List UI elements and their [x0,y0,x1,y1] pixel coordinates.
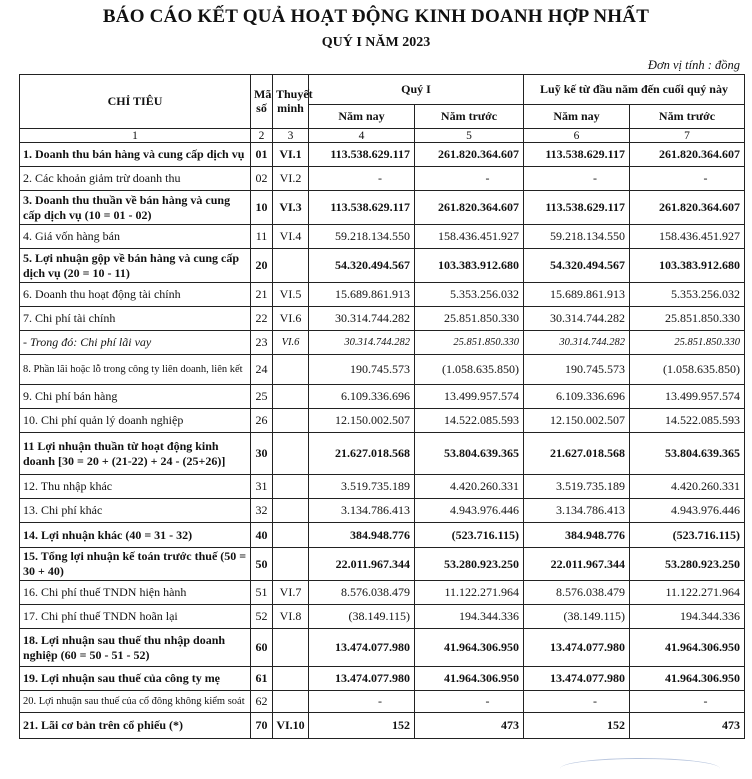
quarter-last-year-value: - [415,691,524,713]
ytd-this-year-value: 3.134.786.413 [524,499,630,523]
quarter-this-year-value: 384.948.776 [309,523,415,548]
ytd-last-year-value: 41.964.306.950 [630,629,745,667]
quarter-this-year-value: 13.474.077.980 [309,629,415,667]
indicator-header: CHỈ TIÊU [20,75,251,129]
quarter-last-year-value: 25.851.850.330 [415,307,524,331]
quarter-this-year-value: 8.576.038.479 [309,581,415,605]
row-code: 20 [251,249,273,283]
quarter-this-year-value: 12.150.002.507 [309,409,415,433]
row-label: 1. Doanh thu bán hàng và cung cấp dịch vụ [20,143,251,167]
quarter-this-year-value: 3.134.786.413 [309,499,415,523]
quarter-last-year-value: 41.964.306.950 [415,629,524,667]
report-title: BÁO CÁO KẾT QUẢ HOẠT ĐỘNG KINH DOANH HỢP NHẤT [102,6,650,27]
ytd-last-year-value: 14.522.085.593 [630,409,745,433]
ytd-this-year-value: 190.745.573 [524,355,630,385]
row-code: 01 [251,143,273,167]
row-label: - Trong đó: Chi phí lãi vay [20,331,251,355]
row-label: 15. Tổng lợi nhuận kế toán trước thuế (50 = 30 + 40) [20,548,251,581]
row-code: 61 [251,667,273,691]
table-row [20,249,745,283]
quarter-this-year-value: 22.011.967.344 [309,548,415,581]
row-note: VI.6 [273,331,309,355]
column-index-row [20,129,745,143]
column-index: 3 [273,129,309,143]
quarter-last-year-value: 11.122.271.964 [415,581,524,605]
row-label: 7. Chi phí tài chính [20,307,251,331]
ytd-last-year-value: 261.820.364.607 [630,143,745,167]
quarter-last-year-value: 4.420.260.331 [415,475,524,499]
row-code: 32 [251,499,273,523]
ytd-this-year-value: 113.538.629.117 [524,191,630,225]
row-code: 60 [251,629,273,667]
row-note: VI.1 [273,143,309,167]
note-header: Thuyết minh [273,75,309,129]
ytd-this-year-value: (38.149.115) [524,605,630,629]
ytd-last-year-value: 25.851.850.330 [630,307,745,331]
quarter-this-year-value: 21.627.018.568 [309,433,415,475]
row-label: 5. Lợi nhuận gộp về bán hàng và cung cấp dịch vụ (20 = 10 - 11) [20,249,251,283]
column-index: 1 [20,129,251,143]
quarter-last-year-value: 261.820.364.607 [415,191,524,225]
quarter-this-year-value: 152 [309,713,415,739]
ytd-last-year-value: 53.280.923.250 [630,548,745,581]
row-code: 11 [251,225,273,249]
ytd-this-year-value: 6.109.336.696 [524,385,630,409]
table-row [20,475,745,499]
ytd-this-year-value: - [524,691,630,713]
row-label: 18. Lợi nhuận sau thuế thu nhập doanh nghiệp (60 = 50 - 51 - 52) [20,629,251,667]
row-note: VI.5 [273,283,309,307]
table-row [20,581,745,605]
row-label: 6. Doanh thu hoạt động tài chính [20,283,251,307]
row-label: 3. Doanh thu thuần về bán hàng và cung cấp dịch vụ (10 = 01 - 02) [20,191,251,225]
row-note [273,691,309,713]
ytd-last-year-value: 25.851.850.330 [630,331,745,355]
quarter-last-year-value: 4.943.976.446 [415,499,524,523]
row-code: 24 [251,355,273,385]
quarter-last-year-value: 158.436.451.927 [415,225,524,249]
row-code: 50 [251,548,273,581]
quarter-this-year-value: (38.149.115) [309,605,415,629]
table-row [20,331,745,355]
row-code: 30 [251,433,273,475]
quarter-last-year-header: Năm trước [415,105,524,129]
row-code: 51 [251,581,273,605]
ytd-last-year-value: - [630,167,745,191]
quarter-this-year-value: 54.320.494.567 [309,249,415,283]
row-note [273,548,309,581]
row-code: 52 [251,605,273,629]
table-row [20,629,745,667]
ytd-this-year-value: 54.320.494.567 [524,249,630,283]
quarter-last-year-value: 14.522.085.593 [415,409,524,433]
row-code: 40 [251,523,273,548]
ytd-last-year-value: 194.344.336 [630,605,745,629]
ytd-this-year-value: 13.474.077.980 [524,667,630,691]
row-note [273,355,309,385]
row-code: 26 [251,409,273,433]
quarter-last-year-value: 13.499.957.574 [415,385,524,409]
code-header: Mã số [251,75,273,129]
row-note [273,523,309,548]
quarter-this-year-value: - [309,691,415,713]
ytd-this-year-value: 12.150.002.507 [524,409,630,433]
table-row [20,307,745,331]
row-label: 16. Chi phí thuế TNDN hiện hành [20,581,251,605]
ytd-this-year-value: 21.627.018.568 [524,433,630,475]
stamp-mark [560,758,720,779]
table-row [20,143,745,167]
table-row [20,191,745,225]
quarter-last-year-value: 194.344.336 [415,605,524,629]
row-code: 23 [251,331,273,355]
row-note: VI.7 [273,581,309,605]
row-label: 20. Lợi nhuận sau thuế của cổ đông không kiểm soát [20,691,251,713]
ytd-this-year-value: - [524,167,630,191]
quarter-this-year-value: 113.538.629.117 [309,191,415,225]
table-row [20,713,745,739]
ytd-this-year-value: 59.218.134.550 [524,225,630,249]
row-code: 62 [251,691,273,713]
ytd-last-year-header: Năm trước [630,105,745,129]
ytd-this-year-value: 22.011.967.344 [524,548,630,581]
ytd-last-year-value: 13.499.957.574 [630,385,745,409]
column-index: 6 [524,129,630,143]
table-row [20,523,745,548]
ytd-this-year-value: 13.474.077.980 [524,629,630,667]
ytd-this-year-value: 30.314.744.282 [524,331,630,355]
table-row [20,667,745,691]
row-code: 70 [251,713,273,739]
row-label: 11 Lợi nhuận thuần từ hoạt động kinh doanh [30 = 20 + (21-22) + 24 - (25+26)] [20,433,251,475]
ytd-this-year-value: 8.576.038.479 [524,581,630,605]
ytd-this-year-value: 15.689.861.913 [524,283,630,307]
quarter-this-year-value: 3.519.735.189 [309,475,415,499]
row-note: VI.2 [273,167,309,191]
row-note [273,475,309,499]
quarter-last-year-value: (523.716.115) [415,523,524,548]
table-row [20,355,745,385]
row-label: 17. Chi phí thuế TNDN hoãn lại [20,605,251,629]
ytd-last-year-value: 5.353.256.032 [630,283,745,307]
ytd-last-year-value: 158.436.451.927 [630,225,745,249]
ytd-this-year-value: 152 [524,713,630,739]
quarter-last-year-value: 261.820.364.607 [415,143,524,167]
row-label: 14. Lợi nhuận khác (40 = 31 - 32) [20,523,251,548]
ytd-last-year-value: 4.943.976.446 [630,499,745,523]
row-label: 2. Các khoản giảm trừ doanh thu [20,167,251,191]
row-note: VI.4 [273,225,309,249]
quarter-last-year-value: 53.804.639.365 [415,433,524,475]
row-code: 10 [251,191,273,225]
table-row [20,409,745,433]
table-row [20,225,745,249]
table-row [20,605,745,629]
row-label: 8. Phần lãi hoặc lỗ trong công ty liên doanh, liên kết [20,355,251,385]
quarter-header: Quý I [309,75,524,105]
row-label: 10. Chi phí quản lý doanh nghiệp [20,409,251,433]
row-note: VI.8 [273,605,309,629]
ytd-last-year-value: - [630,691,745,713]
ytd-last-year-value: 103.383.912.680 [630,249,745,283]
column-index: 5 [415,129,524,143]
row-label: 13. Chi phí khác [20,499,251,523]
table-row [20,499,745,523]
row-note: VI.10 [273,713,309,739]
quarter-last-year-value: 25.851.850.330 [415,331,524,355]
table-row [20,691,745,713]
quarter-this-year-value: 113.538.629.117 [309,143,415,167]
row-note [273,385,309,409]
report-period: QUÝ I NĂM 2023 [321,35,431,50]
ytd-last-year-value: 473 [630,713,745,739]
ytd-last-year-value: (1.058.635.850) [630,355,745,385]
table-row [20,283,745,307]
ytd-this-year-value: 3.519.735.189 [524,475,630,499]
row-code: 22 [251,307,273,331]
column-index: 2 [251,129,273,143]
row-note [273,433,309,475]
table-row [20,548,745,581]
ytd-this-year-value: 113.538.629.117 [524,143,630,167]
quarter-this-year-value: 30.314.744.282 [309,331,415,355]
row-code: 02 [251,167,273,191]
quarter-last-year-value: 473 [415,713,524,739]
row-note: VI.3 [273,191,309,225]
quarter-last-year-value: 103.383.912.680 [415,249,524,283]
quarter-this-year-value: 13.474.077.980 [309,667,415,691]
quarter-this-year-value: 190.745.573 [309,355,415,385]
row-note [273,499,309,523]
row-label: 9. Chi phí bán hàng [20,385,251,409]
ytd-this-year-value: 384.948.776 [524,523,630,548]
ytd-header: Luỹ kế từ đầu năm đến cuối quý này [524,75,745,105]
ytd-this-year-header: Năm nay [524,105,630,129]
quarter-this-year-value: - [309,167,415,191]
ytd-last-year-value: 261.820.364.607 [630,191,745,225]
table-row [20,433,745,475]
row-label: 12. Thu nhập khác [20,475,251,499]
quarter-this-year-value: 59.218.134.550 [309,225,415,249]
quarter-last-year-value: 53.280.923.250 [415,548,524,581]
quarter-last-year-value: 41.964.306.950 [415,667,524,691]
table-row [20,167,745,191]
row-code: 25 [251,385,273,409]
quarter-last-year-value: 5.353.256.032 [415,283,524,307]
row-code: 31 [251,475,273,499]
row-code: 21 [251,283,273,307]
row-label: 21. Lãi cơ bản trên cổ phiếu (*) [20,713,251,739]
quarter-this-year-value: 6.109.336.696 [309,385,415,409]
column-index: 7 [630,129,745,143]
ytd-last-year-value: 4.420.260.331 [630,475,745,499]
ytd-last-year-value: (523.716.115) [630,523,745,548]
row-note [273,249,309,283]
row-note [273,409,309,433]
quarter-this-year-header: Năm nay [309,105,415,129]
ytd-last-year-value: 41.964.306.950 [630,667,745,691]
quarter-this-year-value: 30.314.744.282 [309,307,415,331]
currency-unit: Đơn vị tính : đồng [647,58,740,72]
income-statement-table [19,74,745,739]
quarter-last-year-value: - [415,167,524,191]
quarter-this-year-value: 15.689.861.913 [309,283,415,307]
row-label: 4. Giá vốn hàng bán [20,225,251,249]
row-note [273,667,309,691]
row-label: 19. Lợi nhuận sau thuế của công ty mẹ [20,667,251,691]
table-row [20,385,745,409]
ytd-last-year-value: 53.804.639.365 [630,433,745,475]
row-note: VI.6 [273,307,309,331]
ytd-last-year-value: 11.122.271.964 [630,581,745,605]
column-index: 4 [309,129,415,143]
quarter-last-year-value: (1.058.635.850) [415,355,524,385]
row-note [273,629,309,667]
ytd-this-year-value: 30.314.744.282 [524,307,630,331]
